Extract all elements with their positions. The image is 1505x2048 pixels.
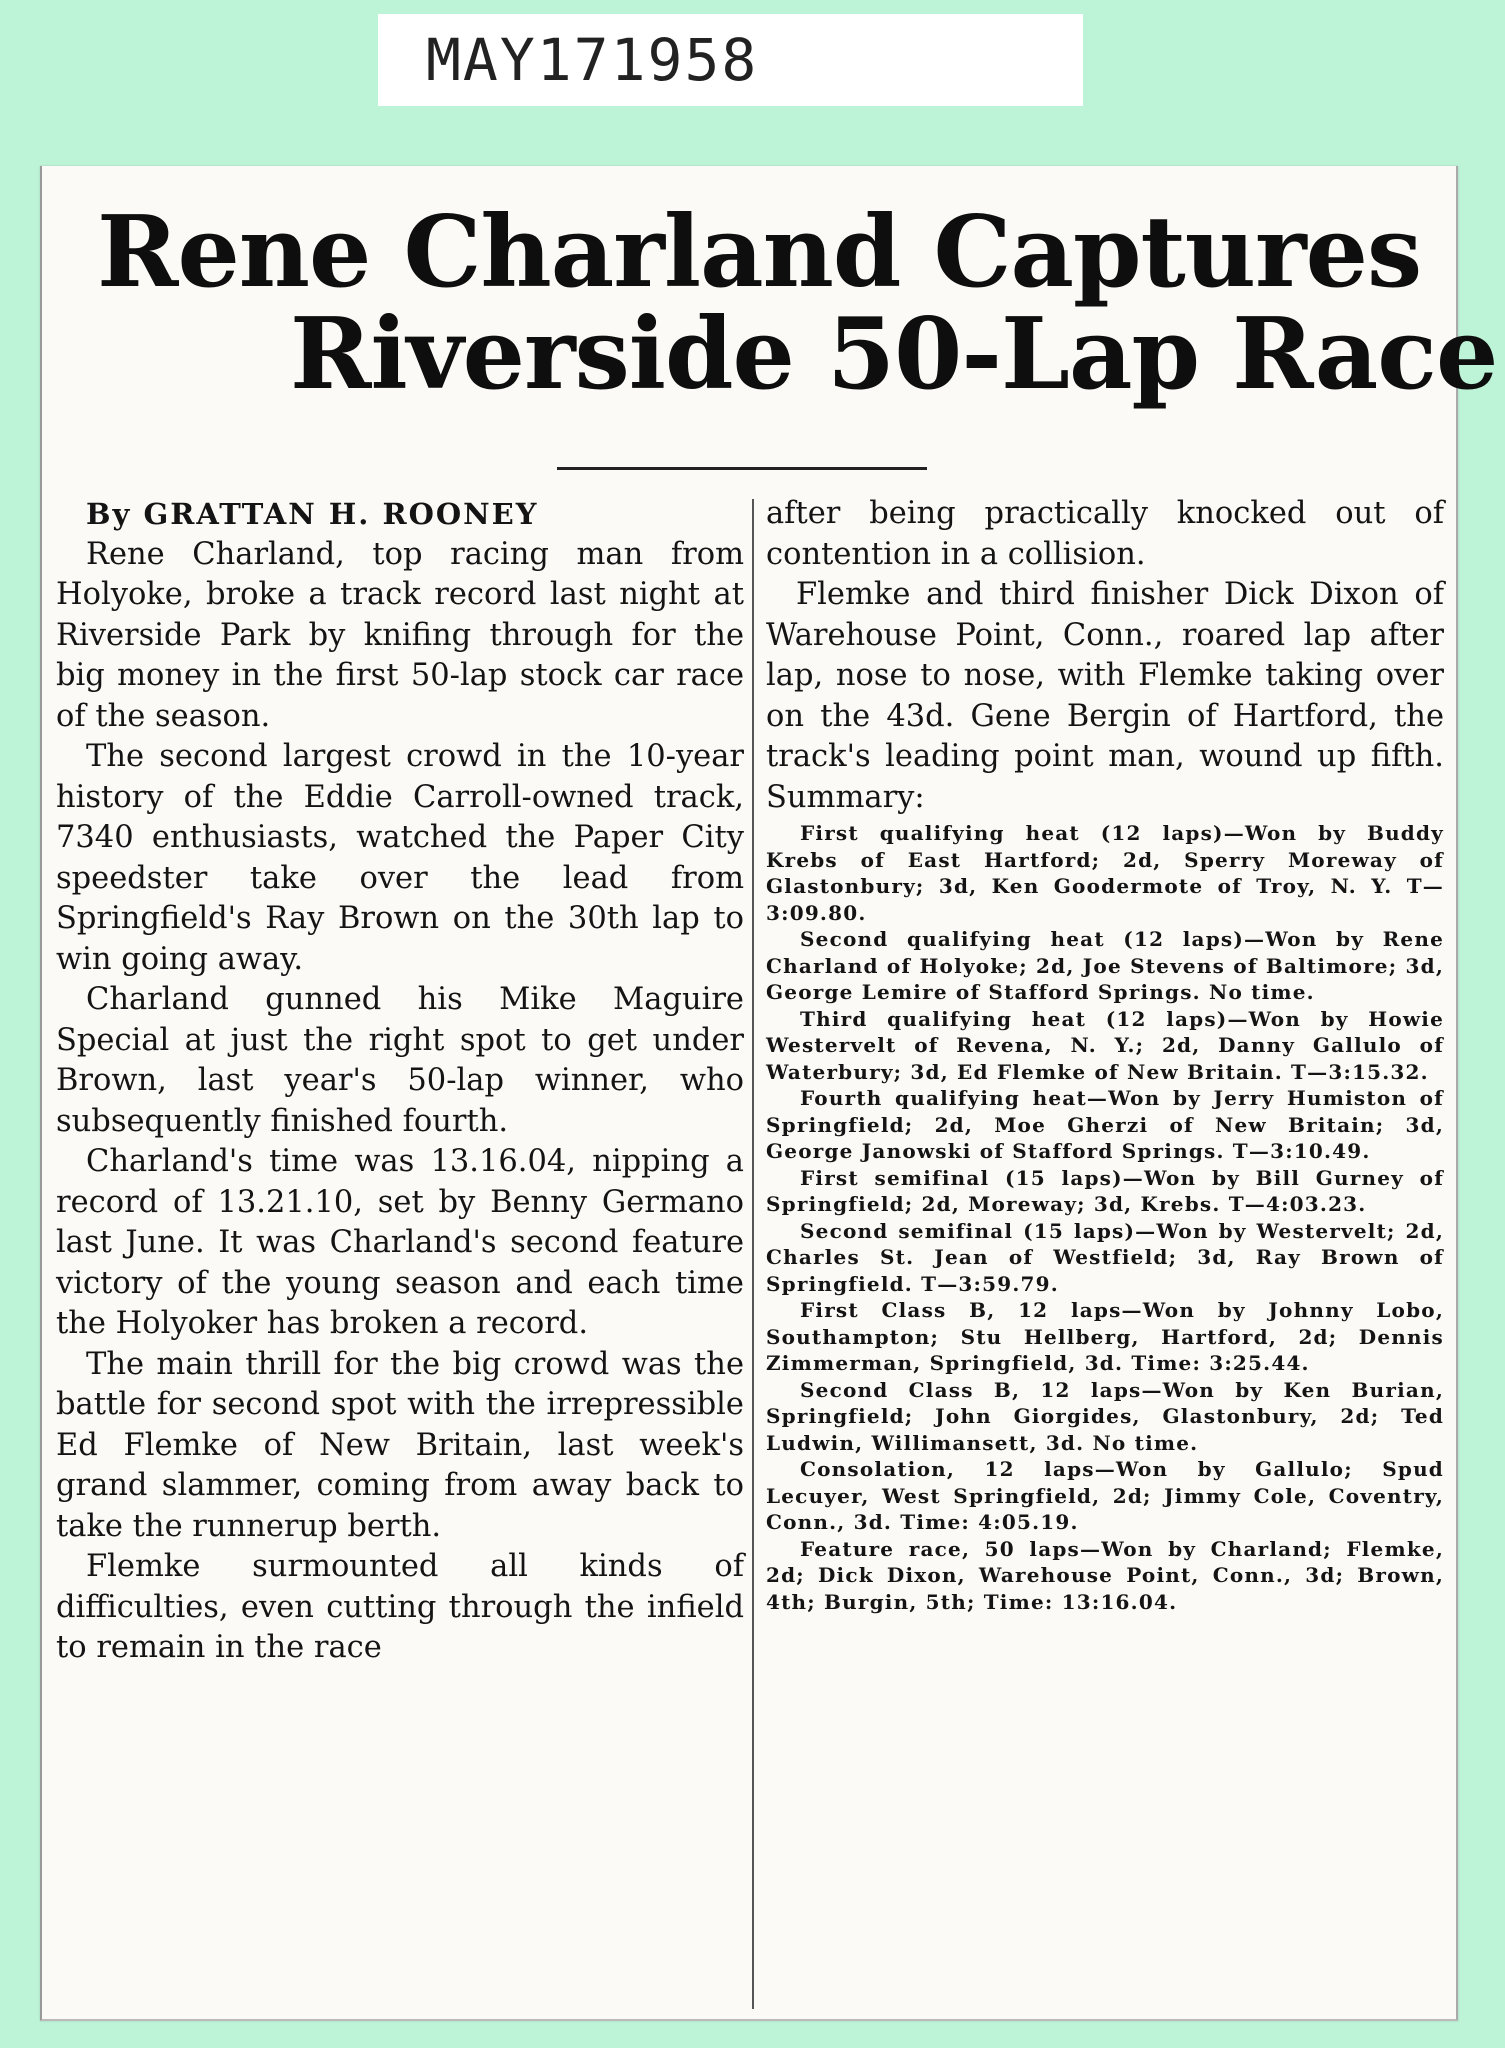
- summary-item: First qualifying heat (12 laps)—Won by Buddy Krebs of East Hartford; 2d, Sperry Moreway of Glastonbury; 3d, Ken Goodermote of Troy, N. Y. T—3:09.80.: [766, 821, 1444, 925]
- summary-item: Feature race, 50 laps—Won by Charland; Flemke, 2d; Dick Dixon, Warehouse Point, Conn., 3d; Brown, 4th; Burgin, 5th; Time: 13:16.04.: [766, 1536, 1444, 1614]
- summary-item: Fourth qualifying heat—Won by Jerry Humiston of Springfield; 2d, Moe Gherzi of New Britain; 3d, George Janowski of Stafford Springs. T—3:10.49.: [766, 1086, 1444, 1163]
- paragraph: The main thrill for the big crowd was the battle for second spot with the irrepressible Ed Flemke of New Britain, last week's grand slammer, coming from away back to take the runnerup berth.: [56, 1346, 744, 1544]
- date-stamp-label: [378, 14, 1083, 106]
- paragraph: Flemke surmounted all kinds of difficulties, even cutting through the infield to remain in the race: [56, 1549, 744, 1665]
- newspaper-clipping: [40, 166, 1498, 2021]
- paragraph: Charland gunned his Mike Maguire Special at just the right spot to get under Brown, last year's 50-lap winner, who subsequently finished fourth.: [56, 982, 744, 1139]
- article-column-right: [766, 494, 1444, 1615]
- byline: By GRATTAN H. ROONEY: [86, 497, 539, 531]
- article-column-left: [56, 494, 744, 1669]
- paragraph: Charland's time was 13.16.04, nipping a record of 13.21.10, set by Benny Germano last June. It was Charland's second feature victory of the young season and each time the Holyoker has broken a record.: [56, 1144, 744, 1341]
- date-year: 1958: [610, 26, 759, 94]
- date-day: 17: [536, 26, 611, 94]
- summary-item: Second qualifying heat (12 laps)—Won by Rene Charland of Holyoke; 2d, Joe Stevens of Baltimore; 3d, George Lemire of Stafford Springs. No time.: [766, 927, 1444, 1004]
- summary-item: First semifinal (15 laps)—Won by Bill Gurney of Springfield; 2d, Moreway; 3d, Krebs. T—4:03.23.: [766, 1165, 1444, 1216]
- paragraph: Rene Charland, top racing man from Holyoke, broke a track record last night at Riverside Park by knifing through for the big money in the first 50-lap stock car race of the season.: [56, 536, 744, 734]
- summary-item: Third qualifying heat (12 laps)—Won by Howie Westervelt of Revena, N. Y.; 2d, Danny Gallulo of Waterbury; 3d, Ed Flemke of New Britain. T—3:15.32.: [766, 1006, 1444, 1084]
- summary-item: Second Class B, 12 laps—Won by Ken Burian, Springfield; John Giorgides, Glastonbury, 2d; Ted Ludwin, Willimansett, 3d. No time.: [766, 1377, 1444, 1455]
- headline: [62, 195, 1498, 412]
- headline-line-2: Riverside 50-Lap Race: [290, 296, 1498, 412]
- paragraph: Flemke and third finisher Dick Dixon of Warehouse Point, Conn., roared lap after lap, nose to nose, with Flemke taking over on the 43d. Gene Bergin of Hartford, the track's leading point man, wound up fifth. Summary:: [766, 577, 1444, 815]
- column-divider: [752, 499, 754, 2009]
- summary-item: First Class B, 12 laps—Won by Johnny Lobo, Southampton; Stu Hellberg, Hartford, 2d; Dennis Zimmerman, Springfield, 3d. Time: 3:25.44.: [766, 1298, 1444, 1375]
- race-summary: [766, 820, 1444, 1615]
- headline-rule: [557, 467, 927, 470]
- summary-item: Consolation, 12 laps—Won by Gallulo; Spud Lecuyer, West Springfield, 2d; Jimmy Cole, Coventry, Conn., 3d. Time: 4:05.19.: [766, 1457, 1444, 1534]
- date-month: MAY: [426, 26, 537, 94]
- paragraph: The second largest crowd in the 10-year history of the Eddie Carroll-owned track, 7340 enthusiasts, watched the Paper City speedster take over the lead from Springfield's Ray Brown on the 30th lap to win going away.: [56, 739, 744, 977]
- headline-line-1: Rene Charland Captures: [97, 195, 1422, 310]
- continued-text: after being practically knocked out of contention in a collision.: [766, 496, 1444, 572]
- summary-item: Second semifinal (15 laps)—Won by Westervelt; 2d, Charles St. Jean of Westfield; 3d, Ray Brown of Springfield. T—3:59.79.: [766, 1218, 1444, 1296]
